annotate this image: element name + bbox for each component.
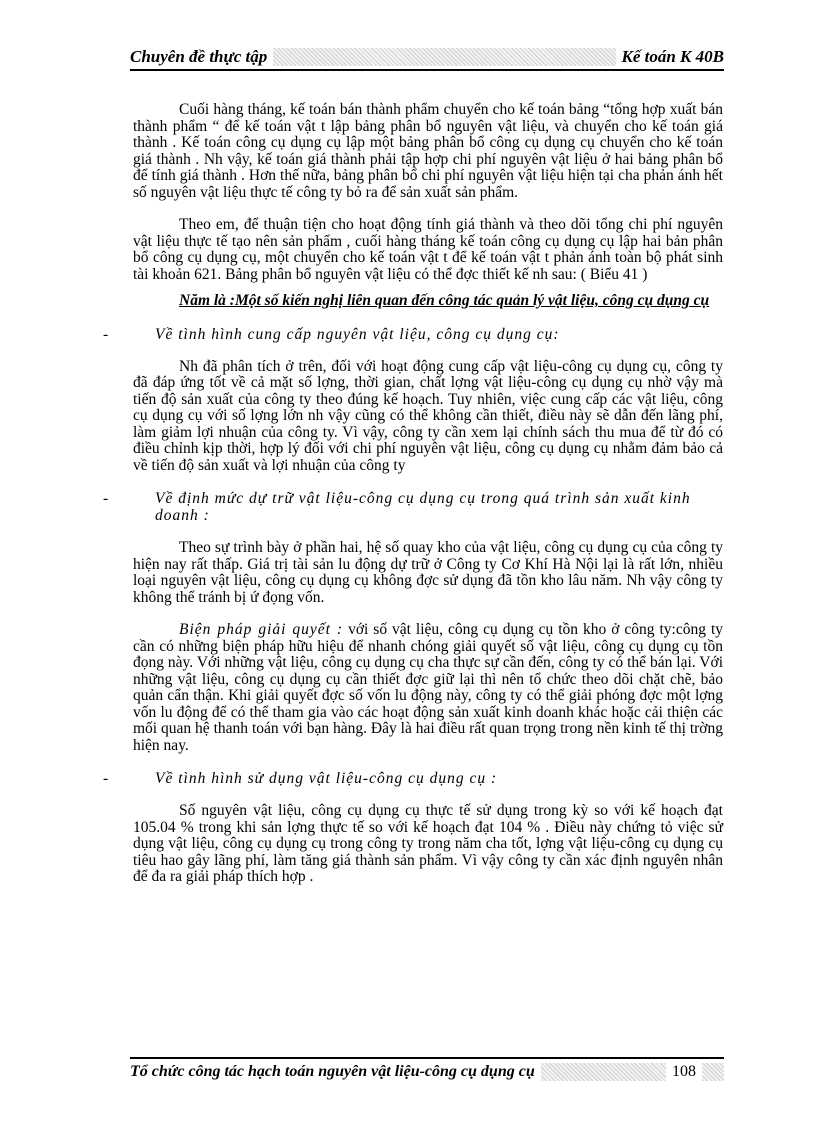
subheading-2-text: Về định mức dự trữ vật liệu-công cụ dụng cụ trong quá trình sản xuất kinh doanh :: [155, 490, 691, 524]
header-left-title: Chuyên đề thực tập: [130, 44, 273, 70]
footer-title: Tổ chức công tác hạch toán nguyên vật liệu-công cụ dụng cụ: [130, 1060, 541, 1084]
bullet-dash: -: [103, 490, 110, 507]
page-number: 108: [666, 1060, 702, 1084]
header-right-title: Kế toán K 40B: [616, 44, 725, 70]
header-rule: [130, 69, 724, 71]
paragraph-5: [133, 622, 723, 754]
document-body: [103, 101, 723, 886]
paragraph-3: Nh đã phân tích ở trên, đối với hoạt động cung cấp vật liệu-công cụ dụng cụ, công ty đã đáp ứng tốt về cả mặt số lợng, thời gian, chất lợng vật liệu-công cụ dụng cụ nhờ vậy mà tiến độ sản xuất của công ty theo đúng kế hoạch. Tuy nhiên, việc cung cấp các vật liệu, công cụ dụng cụ với số lợng lớn nh vậy cũng có thể không cần thiết, điều này sẽ dẫn đến lãng phí, làm giảm lợi nhuận của công ty. Vì vậy, công ty cần xem lại chính sách thu mua để từ đó có điều chỉnh kịp thời, hợp lý đối với chi phí nguyên vật liệu, công cụ dụng cụ nhằm đảm bảo cả về tiến độ sản xuất và lợi nhuận của công ty: [133, 357, 723, 474]
paragraph-5-text: với số vật liệu, công cụ dụng cụ tồn kho ở công ty:công ty cần có những biện pháp hữu hiệu để nhanh chóng giải quyết số vật liệu, công cụ dụng cụ tồn đọng này. Với những vật liệu, công cụ dụng cụ cha thực sự cần đến, công ty có thể bán lại. Với những vật liệu, công cụ dụng cụ cần thiết đợc giữ lại thì nên tổ chức theo dõi chặt chẽ, bảo quản cẩn thận. Khi giải quyết đợc số vốn lu động này, công ty có thể giải phóng đợc một lợng vốn lu động để có thể tham gia vào các hoạt động sản xuất kinh doanh khác hoặc cải thiện các mối quan hệ thanh toán với bạn hàng. Đây là hai điều rất quan trọng trong nền kinh tế thị trờng hiện nay.: [133, 621, 723, 754]
subheading-3: [103, 770, 723, 787]
paragraph-2: Theo em, để thuận tiện cho hoạt động tính giá thành và theo dõi tổng chi phí nguyên vật liệu thực tế tạo nên sản phẩm , cuối hàng tháng kế toán công cụ dụng cụ lập hai bản phân bổ công cụ dụng cụ, một chuyển cho kế toán vật t để kế toán vật t phản ánh toàn bộ phát sinh tài khoản 621. Bảng phân bổ nguyên vật liệu có thể đợc thiết kế nh sau: ( Biểu 41 ): [133, 216, 723, 283]
paragraph-5-label: Biện pháp giải quyết :: [179, 621, 344, 638]
page-footer: [130, 1057, 724, 1085]
subheading-3-text: Về tình hình sử dụng vật liệu-công cụ dụng cụ :: [155, 770, 498, 787]
bullet-dash: -: [103, 325, 110, 343]
section-heading: Năm là :Một số kiến nghị liên quan đến công tác quản lý vật liệu, công cụ dụng cụ: [179, 292, 710, 309]
subheading-2: [103, 490, 723, 524]
footer-rule: [130, 1057, 724, 1059]
paragraph-1: Cuối hàng tháng, kế toán bán thành phẩm chuyển cho kế toán bảng “tổng hợp xuất bán thành phẩm “ để kế toán vật t lập bảng phân bổ nguyên vật liệu, và chuyển cho kế toán giá thành . Kế toán công cụ dụng cụ lập một bảng phân bổ công cụ dụng cụ chuyển cho kế toán giá thành . Nh vậy, kế toán giá thành phải tập hợp chi phí nguyên vật liệu ở hai bảng phân bổ để tính giá thành . Hơn thế nữa, bảng phân bổ chi phí nguyên vật liệu hiện tại cha phản ánh hết số nguyên vật liệu thực tế công ty bỏ ra để sản xuất sản phẩm.: [133, 101, 723, 201]
page-header: [130, 44, 724, 72]
subheading-1: [103, 325, 723, 343]
subheading-1-text: Về tình hình cung cấp nguyên vật liệu, công cụ dụng cụ:: [155, 325, 560, 343]
paragraph-6: Số nguyên vật liệu, công cụ dụng cụ thực tế sử dụng trong kỳ so với kế hoạch đạt 105.04 % trong khi sản lợng thực tế so với kế hoạch đạt 104 % . Điều này chứng tỏ việc sử dụng vật liệu, công cụ dụng cụ trong công ty trong năm cha tốt, lợng vật liệu-công cụ dụng cụ tiêu hao gây lãng phí, làm tăng giá thành sản phẩm. Vì vậy công ty cần xác định nguyên nhân để đa ra giải pháp thích hợp .: [133, 802, 723, 885]
paragraph-4: Theo sự trình bày ở phần hai, hệ số quay kho của vật liệu, công cụ dụng cụ của công ty hiện nay rất thấp. Giá trị tài sản lu động dự trữ ở Công ty Cơ Khí Hà Nội lại là rất lớn, nhiều loại nguyên vật liệu, công cụ dụng cụ không đợc sử dụng đã tồn kho lâu năm. Nh vậy công ty không thể tránh bị ứ đọng vốn.: [133, 539, 723, 606]
bullet-dash: -: [103, 770, 110, 787]
